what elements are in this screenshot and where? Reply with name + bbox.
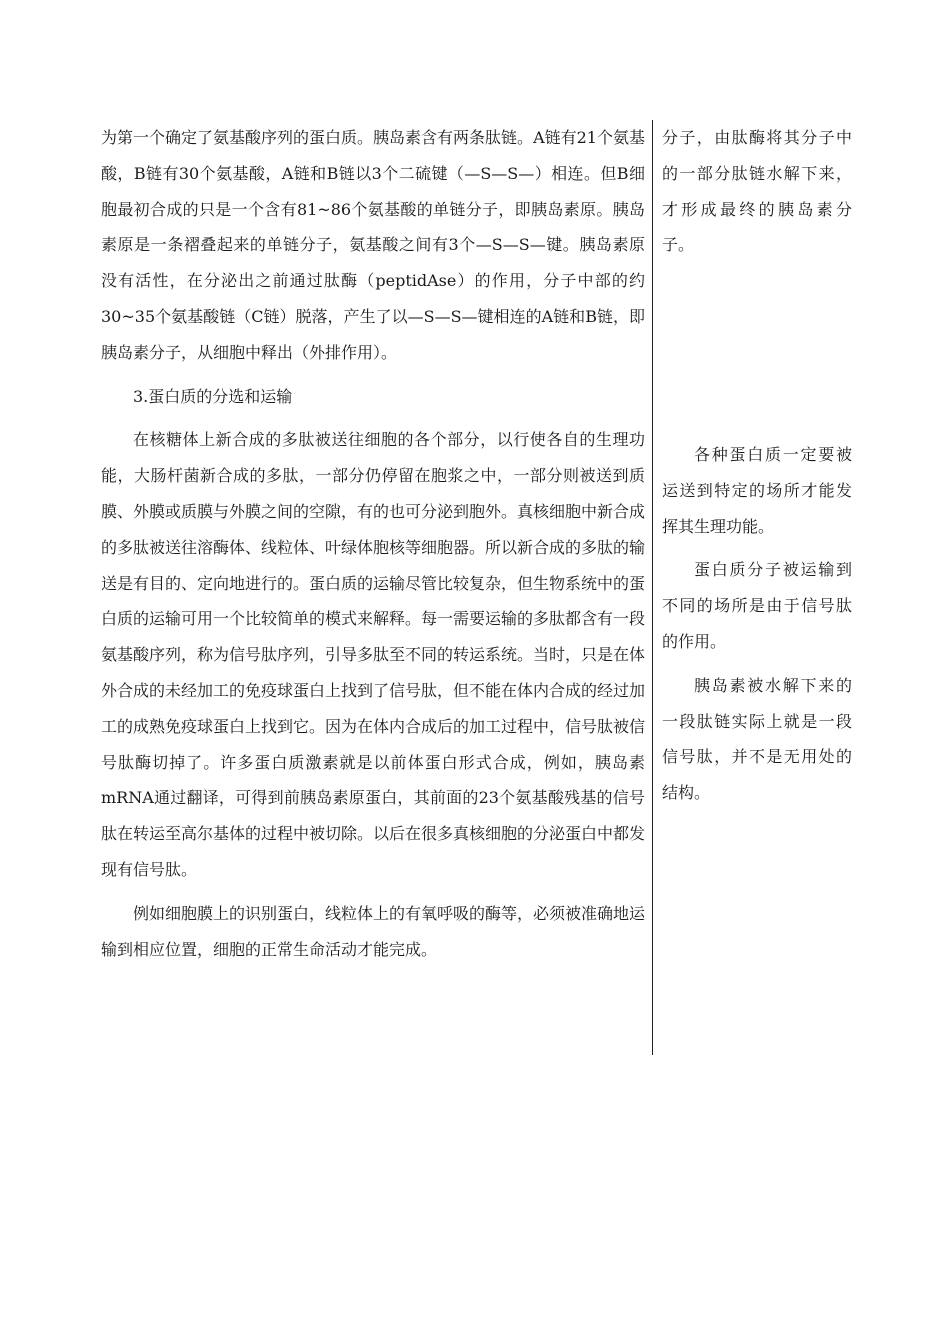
main-text-column	[101, 120, 645, 967]
section-heading: 3.蛋白质的分选和运输	[133, 386, 293, 406]
side-note-column-mid	[662, 437, 852, 811]
paragraph-insulin: 为第一个确定了氨基酸序列的蛋白质。胰岛素含有两条肽链。A链有21个氨基酸，B链有30个氨基酸，A链和B链以3个二硫键（—S—S—）相连。但B细胞最初合成的只是一个含有81~86个氨基酸的单链分子，即胰岛素原。胰岛素原是一条褶叠起来的单链分子，氨基酸之间有3个—S—S—键。胰岛素原没有活性，在分泌出之前通过肽酶（peptidAse）的作用，分子中部的约30~35个氨基酸链（C链）脱落，产生了以—S—S—键相连的A链和B链，即胰岛素分子，从细胞中释出（外排作用）。	[101, 128, 645, 362]
side-note-transport: 各种蛋白质一定要被运送到特定的场所才能发挥其生理功能。	[662, 445, 852, 536]
side-note-column-top	[662, 120, 852, 263]
side-note-signal: 蛋白质分子被运输到不同的场所是由于信号肽的作用。	[662, 560, 852, 651]
paragraph-example: 例如细胞膜上的识别蛋白，线粒体上的有氧呼吸的酶等，必须被准确地运输到相应位置，细胞的正常生命活动才能完成。	[101, 903, 646, 959]
side-note-insulin: 分子，由肽酶将其分子中的一部分肽链水解下来，才形成最终的胰岛素分子。	[662, 128, 852, 255]
paragraph-protein-transport: 在核糖体上新合成的多肽被送往细胞的各个部分，以行使各自的生理功能，大肠杆菌新合成的多肽，一部分仍停留在胞浆之中，一部分则被送到质膜、外膜或质膜与外膜之间的空隙，有的也可分泌到胞外。真核细胞中新合成的多肽被送往溶酶体、线粒体、叶绿体胞核等细胞器。所以新合成的多肽的输送是有目的、定向地进行的。蛋白质的运输尽管比较复杂，但生物系统中的蛋白质的运输可用一个比较简单的模式来解释。每一需要运输的多肽都含有一段氨基酸序列，称为信号肽序列，引导多肽至不同的转运系统。当时，只是在体外合成的未经加工的免疫球蛋白上找到了信号肽，但不能在体内合成的经过加工的成熟免疫球蛋白上找到它。因为在体内合成后的加工过程中，信号肽被信号肽酶切掉了。许多蛋白质激素就是以前体蛋白形式合成，例如，胰岛素mRNA通过翻译，可得到前胰岛素原蛋白，其前面的23个氨基酸残基的信号肽在转运至高尔基体的过程中被切除。以后在很多真核细胞的分泌蛋白中都发现有信号肽。	[101, 430, 646, 879]
column-divider	[652, 120, 653, 1055]
side-note-peptide: 胰岛素被水解下来的一段肽链实际上就是一段信号肽，并不是无用处的结构。	[662, 675, 852, 803]
